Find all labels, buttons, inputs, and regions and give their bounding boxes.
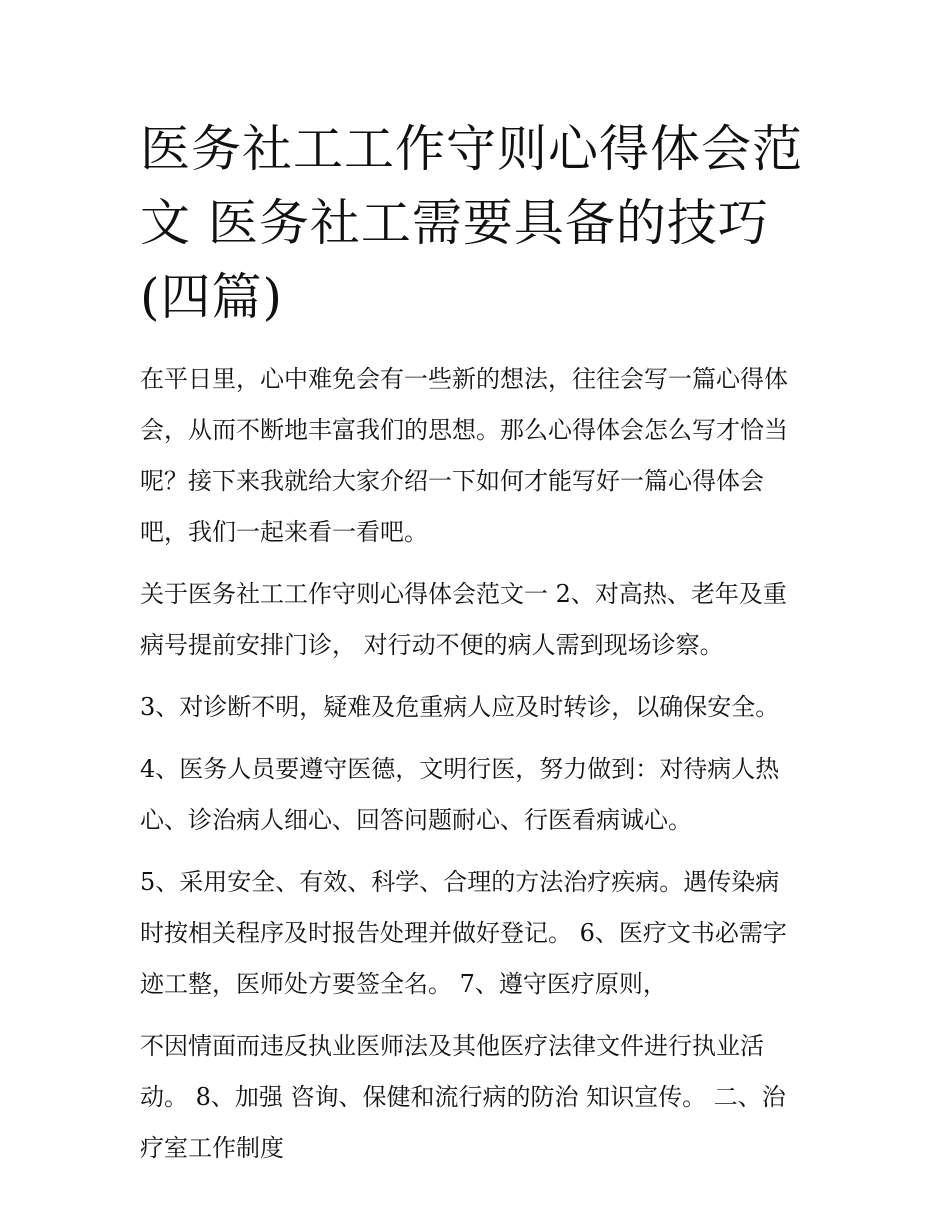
text-line: 时按相关程序及时报告处理并做好登记。 6、医疗文书必需字 [140,919,787,947]
paragraph-item-5 [140,857,840,1010]
text-line: 动。 8、加强 咨询、保健和流行病的防治 知识宣传。 二、治 [140,1083,786,1111]
title-line: 文 医务社工需要具备的技巧 [140,194,769,252]
text-line: 吧，我们一起来看一看吧。 [140,518,428,546]
text-line: 在平日里，心中难免会有一些新的想法，往往会写一篇心得体 [140,365,788,393]
text-line: 3、对诊断不明，疑难及危重病人应及时转诊，以确保安全。 [140,693,780,721]
text-line: 呢？接下来我就给大家介绍一下如何才能写好一篇心得体会 [140,467,764,495]
paragraph-item-4 [140,744,840,846]
text-line: 4、医务人员要遵守医德，文明行医，努力做到：对待病人热 [140,755,780,783]
document-body [140,354,840,1174]
document-title [140,112,840,334]
text-line: 迹工整，医师处方要签全名。 7、遵守医疗原则， [140,970,667,998]
paragraph-item-7-cont [140,1021,840,1174]
paragraph-intro [140,354,840,558]
title-line: 医务社工工作守则心得体会范 [140,120,803,178]
text-line: 疗室工作制度 [140,1134,284,1162]
text-line: 病号提前安排门诊， 对行动不便的病人需到现场诊察。 [140,631,724,659]
text-line: 关于医务社工工作守则心得体会范文一 2、对高热、老年及重 [140,580,787,608]
text-line: 会，从而不断地丰富我们的思想。那么心得体会怎么写才恰当 [140,416,788,444]
text-line: 心、诊治病人细心、回答问题耐心、行医看病诚心。 [140,806,692,834]
paragraph-item-3 [140,682,840,733]
paragraph-item-2 [140,569,840,671]
text-line: 不因情面而违反执业医师法及其他医疗法律文件进行执业活 [140,1032,764,1060]
title-line: (四篇) [140,268,284,326]
text-line: 5、采用安全、有效、科学、合理的方法治疗疾病。遇传染病 [140,868,780,896]
